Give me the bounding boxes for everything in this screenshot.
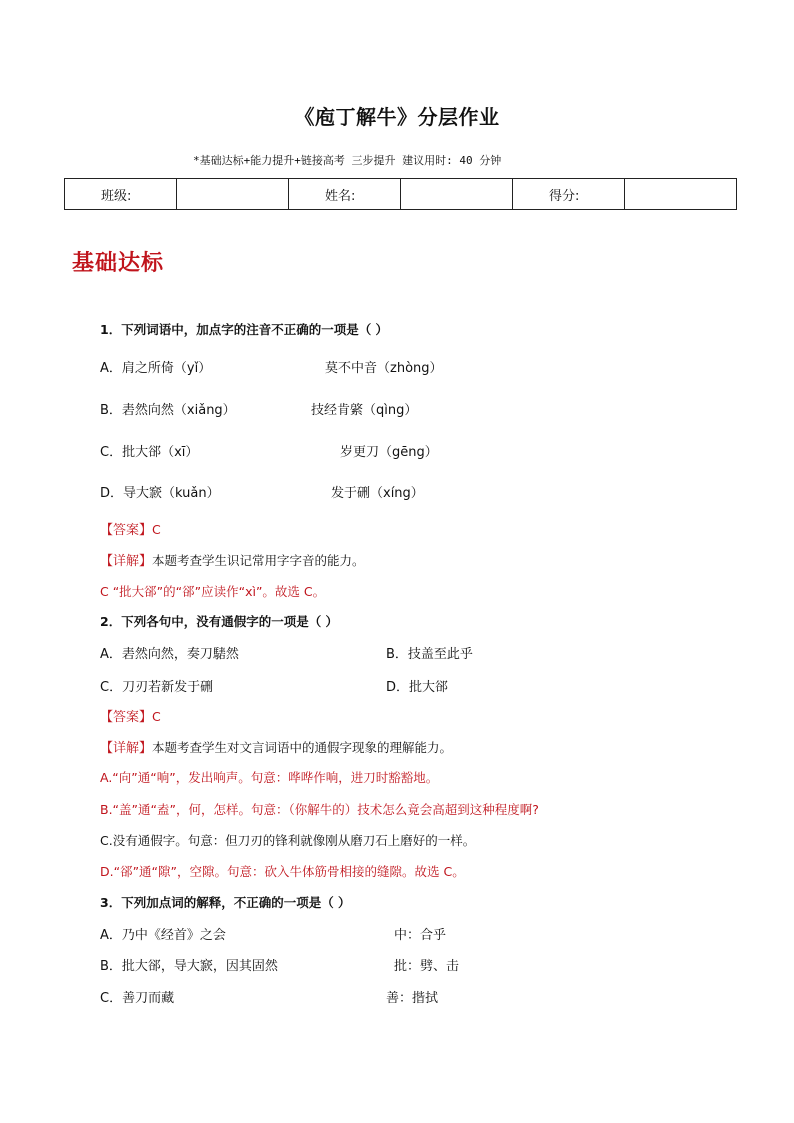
name-label-cell: 姓名: (289, 179, 401, 210)
q1-option-b-right: 技经肯綮（qìng） (311, 403, 418, 418)
question-2-stem: 2．下列各句中，没有通假字的一项是（ ） (100, 614, 339, 629)
q1-detail-line (100, 550, 365, 569)
q2-option-b: B．技盖至此乎 (386, 647, 473, 662)
q3-option-c-right: 善：揩拭 (386, 991, 439, 1006)
student-info-table (64, 178, 737, 210)
q1-option-a-right: 莫不中音（zhòng） (325, 361, 443, 376)
q3-option-a-right: 中：合乎 (394, 928, 447, 943)
q2-explanation-b: B.“盖”通“盍”，何，怎样。句意：（你解牛的）技术怎么竟会高超到这种程度啊? (100, 802, 539, 817)
q3-option-b-left: B．批大郤，导大窾，因其固然 (100, 959, 278, 974)
q1-option-b-left: B．砉然向然（xiǎng） (100, 403, 236, 418)
q2-option-d: D．批大郤 (386, 680, 449, 695)
detail-text: 本题考查学生对文言词语中的通假字现象的理解能力。 (152, 740, 453, 755)
detail-tag: 【详解】 (100, 554, 153, 569)
class-input-cell (177, 179, 289, 210)
q2-answer-line (100, 706, 161, 725)
q3-option-b-right: 批：劈、击 (394, 959, 460, 974)
q1-option-d-left: D．导大窾（kuǎn） (100, 486, 220, 501)
q2-explanation-a: A.“向”通“响”，发出响声。句意：哗哗作响，进刀时豁豁地。 (100, 770, 439, 785)
q1-option-a-left: A．肩之所倚（yǐ） (100, 361, 212, 376)
q2-explanation-c: C.没有通假字。句意：但刀刃的锋利就像刚从磨刀石上磨好的一样。 (100, 833, 476, 848)
q1-option-d-right: 发于硎（xíng） (331, 486, 424, 501)
q3-option-a-left: A．乃中《经首》之会 (100, 928, 226, 943)
answer-tag: 【答案】 (100, 523, 153, 538)
answer-value: C (152, 522, 161, 537)
q2-option-c: C．刀刃若新发于硎 (100, 680, 214, 695)
question-3-stem: 3．下列加点词的解释，不正确的一项是（ ） (100, 895, 351, 910)
q3-option-c-left: C．善刀而藏 (100, 991, 175, 1006)
q1-answer-line (100, 519, 161, 538)
name-input-cell (401, 179, 513, 210)
q1-explanation: C “批大郤”的“郤”应读作“xì”。故选 C。 (100, 584, 326, 599)
q1-option-c-left: C．批大郤（xī） (100, 445, 199, 460)
page-title: 《庖丁解牛》分层作业 (294, 105, 500, 129)
answer-value: C (152, 709, 161, 724)
q2-option-a: A．砉然向然，奏刀騞然 (100, 647, 239, 662)
section-title: 基础达标 (72, 251, 165, 276)
score-label-cell: 得分: (513, 179, 625, 210)
q2-detail-line (100, 737, 452, 756)
detail-tag: 【详解】 (100, 741, 153, 756)
subtitle: *基础达标+能力提升+链接高考 三步提升 建议用时: 40 分钟 (193, 154, 502, 167)
q2-explanation-d: D.“郤”通“隙”，空隙。句意：砍入牛体筋骨相接的缝隙。故选 C。 (100, 864, 465, 879)
detail-text: 本题考查学生识记常用字字音的能力。 (152, 553, 365, 568)
class-label-cell: 班级: (65, 179, 177, 210)
answer-tag: 【答案】 (100, 710, 153, 725)
score-input-cell (625, 179, 737, 210)
question-1-stem: 1．下列词语中，加点字的注音不正确的一项是（ ） (100, 322, 389, 337)
q1-option-c-right: 岁更刀（gēng） (340, 445, 438, 460)
